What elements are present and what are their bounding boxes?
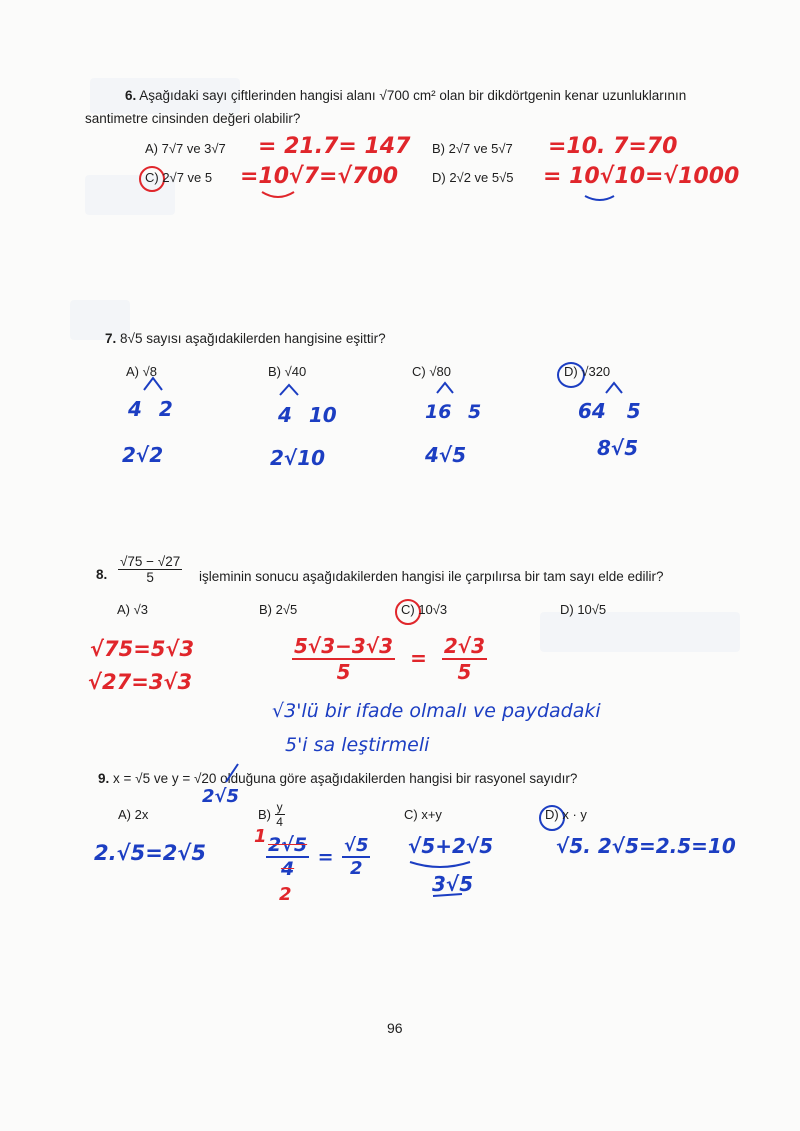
q8-number: 8. [96,567,108,582]
q8-option-c[interactable]: C) 10√3 [401,602,448,617]
q7-work-d-result: 8√5 [597,436,639,460]
q7-text: 8√5 sayısı aşağıdakilerden hangisine eşittir? [120,331,386,346]
q8-work-mid [292,634,487,684]
q8-work-left2: √27=3√3 [88,670,193,694]
q9-work-b [266,834,370,880]
q7-option-d[interactable]: D) √320 [564,364,611,379]
q9-work-c-bottom: 3√5 [432,872,474,896]
q8-option-d[interactable]: D) 10√5 [560,602,607,617]
q8-work-mid-den: 5 [336,660,351,684]
q7-tree-d [606,383,622,393]
q7-work-a-result: 2√2 [122,443,164,467]
q8-frac-num: √75 − √27 [120,554,181,569]
q7-line [105,331,386,346]
q7-work-d-factors: 64 5 [578,399,641,423]
q9-option-d[interactable]: D) x · y [545,807,587,822]
q9-work-b-num: 2√5 [268,834,308,856]
q8-frac-den: 5 [146,570,154,585]
q6-line1 [125,88,686,103]
q9-option-a[interactable]: A) 2x [118,807,149,822]
q8-option-a[interactable]: A) √3 [117,602,148,617]
q9-bracket-c [410,862,470,867]
q7-work-a-factors: 4 2 [128,397,173,421]
q7-tree-b [280,385,298,395]
q9-number: 9. [98,771,110,786]
q6-option-c[interactable]: C) 2√7 ve 5 [145,170,213,185]
q7-work-c-factors: 16 5 [425,401,482,423]
q6-text-line2: santimetre cinsinden değeri olabilir? [85,111,301,126]
q9-text: x = √5 ve y = √20 olduğuna göre aşağıdakilerden hangisi bir rasyonel sayıdır? [113,771,578,786]
q9-work-b-den: 4 [280,858,295,880]
q7-option-b[interactable]: B) √40 [268,364,307,379]
q9-option-b[interactable] [258,800,285,829]
q6-work-a: = 21.7= 147 [258,134,411,159]
q7-number: 7. [105,331,117,346]
q8-option-b[interactable]: B) 2√5 [259,602,298,617]
q9-work-b-res-num: √5 [343,835,369,856]
q9-work-c-top: √5+2√5 [408,834,494,858]
q9-option-b-num: y [276,800,283,814]
q6-option-d[interactable]: D) 2√2 ve 5√5 [432,170,514,185]
q6-work-c: =10√7=√700 [240,164,399,189]
q9-work-b-eq: = [317,846,334,868]
q6-option-a[interactable]: A) 7√7 ve 3√7 [145,141,226,156]
q6-option-b[interactable]: B) 2√7 ve 5√7 [432,141,513,156]
q8-work-mid-eq: = [410,645,427,670]
q7-option-c[interactable]: C) √80 [412,364,451,379]
q6-text-line1: Aşağıdaki sayı çiftlerinden hangisi alanı √700 cm² olan bir dikdörtgenin kenar uzunluklarının [139,88,687,103]
q8-note-line2: 5'i sa leştirmeli [285,734,430,756]
q9-option-b-label: B) [258,807,271,822]
q8-work-res-num: 2√3 [443,634,485,658]
q9-work-b-res-den: 2 [349,858,363,879]
q7-work-b-result: 2√10 [270,446,326,470]
q8-work-res-den: 5 [457,660,472,684]
q9-line [98,771,577,786]
q9-option-b-den: 4 [276,815,283,829]
q9-work-b-one: 1 [254,826,267,847]
q7-work-b-factors: 4 10 [278,403,337,427]
q8-fraction [118,554,182,585]
q6-arrow-c [262,192,294,197]
q9-work-d: √5. 2√5=2.5=10 [556,834,736,858]
q8-note-line1: √3'lü bir ifade olmalı ve paydadaki [272,700,601,722]
q9-y-note: 2√5 [202,786,240,807]
q7-tree-a [144,378,162,390]
page-number: 96 [387,1020,403,1036]
q6-work-d: = 10√10=√1000 [543,164,740,189]
q8-work-mid-num: 5√3−3√3 [294,634,394,658]
q6-number: 6. [125,88,137,103]
q9-work-a: 2.√5=2√5 [94,841,207,865]
q9-work-b-two: 2 [279,884,292,905]
q9-option-c[interactable]: C) x+y [404,807,442,822]
q8-text: işleminin sonucu aşağıdakilerden hangisi ile çarpılırsa bir tam sayı elde edilir? [199,569,664,584]
q6-work-b: =10. 7=70 [548,134,678,159]
q7-tree-c [437,383,453,393]
q7-work-c-result: 4√5 [425,443,467,467]
q7-option-a[interactable]: A) √8 [126,364,157,379]
q8-work-left1: √75=5√3 [90,637,195,661]
q6-arrow-d [585,196,614,200]
